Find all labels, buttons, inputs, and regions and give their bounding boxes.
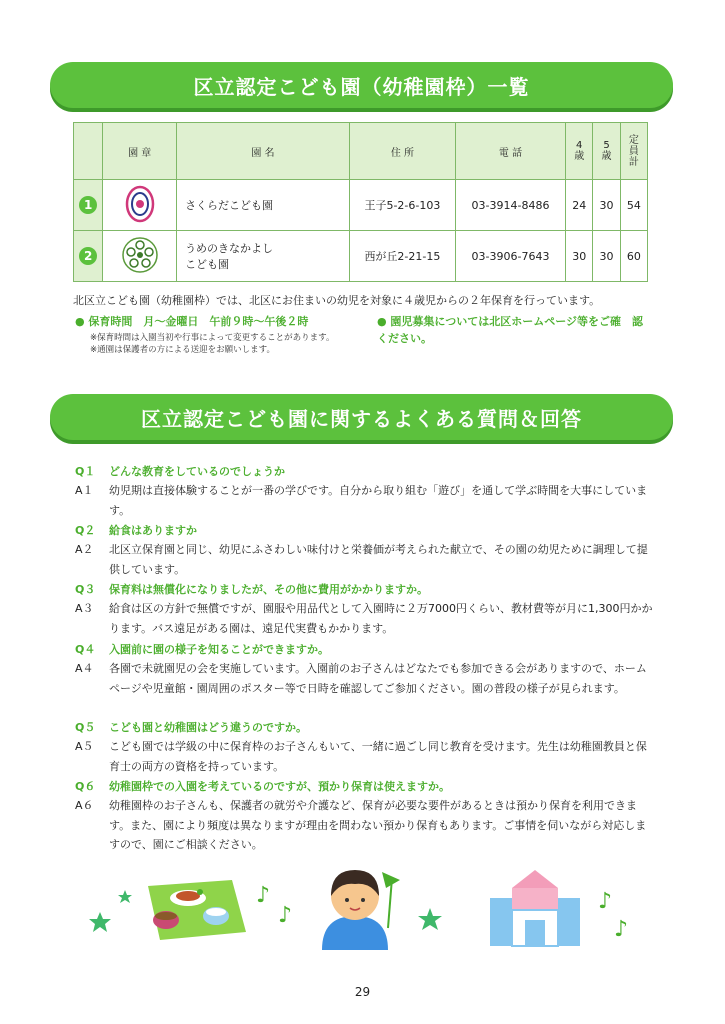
- section-title-list: 区立認定こども園（幼稚園枠）一覧: [193, 74, 530, 99]
- answer-label: A５: [75, 740, 94, 753]
- question-label: Q２: [75, 524, 96, 537]
- star-icon: [89, 912, 111, 932]
- page-number: 29: [354, 985, 371, 999]
- answer-text: 給食は区の方針で無償ですが、園服や用品代として入園時に２万7000円くらい、教材費等が月に1,300円かかります。バス遠足がある園は、遠足代実費もかかります。: [109, 602, 653, 635]
- name-header: 園 名: [177, 123, 350, 180]
- question-text: どんな教育をしているのでしょうか: [109, 465, 285, 478]
- svg-text:♪: ♪: [256, 883, 271, 908]
- question-text: 入園前に園の様子を知ることができますか。: [109, 643, 329, 656]
- table-row: [74, 180, 648, 231]
- intro-text: 北区立こども園（幼稚園枠）では、北区にお住まいの幼児を対象に４歳児からの２年保育を行っています。: [73, 294, 601, 307]
- school-address: 王子5-2-6-103: [349, 180, 455, 231]
- age5-count: 30: [593, 231, 620, 282]
- age5-count: 30: [593, 180, 620, 231]
- row-number-badge: 1: [79, 196, 97, 214]
- transport-note: ※通園は保護者の方による送迎をお願いします。: [90, 345, 275, 355]
- sakura-emblem-icon: [120, 184, 160, 224]
- emblem-cell: [103, 180, 177, 231]
- music-note-icon: [256, 883, 292, 928]
- answer-label: A１: [75, 484, 94, 497]
- umenoki-emblem-icon: [120, 235, 160, 275]
- school-name-line2: こども園: [185, 258, 230, 271]
- recruit-bullet: ● 園児募集については北区ホームページ等をご確 認ください。: [377, 315, 643, 345]
- answer-label: A３: [75, 602, 94, 615]
- faq-item: [75, 640, 653, 698]
- school-table: [73, 122, 648, 282]
- question-text: こども園と幼稚園はどう違うのですか。: [109, 721, 307, 734]
- faq-item: [75, 580, 653, 638]
- answer-text: 幼稚園枠のお子さんも、保護者の就労や介護など、保育が必要な要件があるときは預かり保育を利用できます。また、園により頻度は異なりますが理由を問わない預かり保育もあります。ご事情を伺いながら対応しますので、園にご相談ください。: [109, 799, 647, 851]
- num-header: [74, 123, 103, 180]
- age4-count: 30: [566, 231, 593, 282]
- emblem-cell: [103, 231, 177, 282]
- faq-item: [75, 462, 653, 520]
- section-title-faq: 区立認定こども園に関するよくある質問＆回答: [141, 406, 582, 431]
- address-header: 住 所: [349, 123, 455, 180]
- answer-text: 北区立保育園と同じ、幼児にふさわしい味付けと栄養価が考えられた献立で、その園の幼児ために調理して提供しています。: [109, 543, 648, 576]
- capacity-count: 60: [620, 231, 647, 282]
- table-header-row: [74, 123, 648, 180]
- hours-bullet: ● 保育時間 月～金曜日 午前９時～午後２時: [75, 315, 309, 328]
- school-name-line1: うめのきなかよし: [185, 242, 274, 255]
- section-banner-faq: [50, 394, 673, 440]
- school-phone: 03-3914-8486: [455, 180, 565, 231]
- child-icon: [322, 870, 400, 950]
- answer-text: 各園で未就園児の会を実施しています。入園前のお子さんはどなたでも参加できる会がありますので、ホームページや児童館・園周囲のポスター等で日時を確認してご参加ください。園の普段の様子が見られます。: [109, 662, 647, 695]
- star-icon: [418, 908, 442, 930]
- row-number-badge: 2: [79, 247, 97, 265]
- table-row: [74, 231, 648, 282]
- age4-count: 24: [566, 180, 593, 231]
- toy-blocks-icon: [490, 870, 580, 946]
- age4-header: 4歳: [574, 140, 585, 162]
- svg-text:♪: ♪: [598, 889, 613, 914]
- question-label: Q１: [75, 465, 96, 478]
- star-icon: [118, 890, 132, 903]
- question-text: 幼稚園枠での入園を考えているのですが、預かり保育は使えますか。: [109, 780, 450, 793]
- emblem-header: 園 章: [103, 123, 177, 180]
- question-label: Q６: [75, 780, 96, 793]
- capacity-count: 54: [620, 180, 647, 231]
- svg-text:♪: ♪: [614, 917, 629, 942]
- section-banner-list: [50, 62, 673, 108]
- age5-header: 5歳: [601, 140, 612, 162]
- question-text: 給食はありますか: [109, 524, 197, 537]
- question-text: 保育料は無償化になりましたが、その他に費用がかかりますか。: [109, 583, 428, 596]
- capacity-header: 定員計: [628, 134, 639, 168]
- answer-label: A４: [75, 662, 94, 675]
- question-label: Q５: [75, 721, 96, 734]
- lunch-tray-icon: [148, 880, 246, 940]
- answer-text: 幼児期は直接体験することが一番の学びです。自分から取り組む「遊び」を通して学ぶ時間を大事にしています。: [109, 484, 648, 517]
- school-name: [177, 231, 350, 282]
- school-phone: 03-3906-7643: [455, 231, 565, 282]
- school-address: 西が丘2-21-15: [349, 231, 455, 282]
- faq-item: [75, 777, 653, 855]
- answer-label: A６: [75, 799, 94, 812]
- phone-header: 電 話: [455, 123, 565, 180]
- hours-note: ※保育時間は入園当初や行事によって変更することがあります。: [90, 333, 335, 343]
- answer-text: こども園では学級の中に保育枠のお子さんもいて、一緒に過ごし同じ教育を受けます。先生は幼稚園教員と保育士の両方の資格を持っています。: [109, 740, 647, 773]
- question-label: Q３: [75, 583, 96, 596]
- decorative-illustration: [0, 850, 725, 950]
- school-name: さくらだこども園: [177, 180, 350, 231]
- music-note-icon: [598, 889, 628, 942]
- answer-label: A２: [75, 543, 94, 556]
- svg-text:♪: ♪: [278, 903, 293, 928]
- faq-item: [75, 521, 653, 579]
- question-label: Q４: [75, 643, 96, 656]
- faq-item: [75, 718, 653, 776]
